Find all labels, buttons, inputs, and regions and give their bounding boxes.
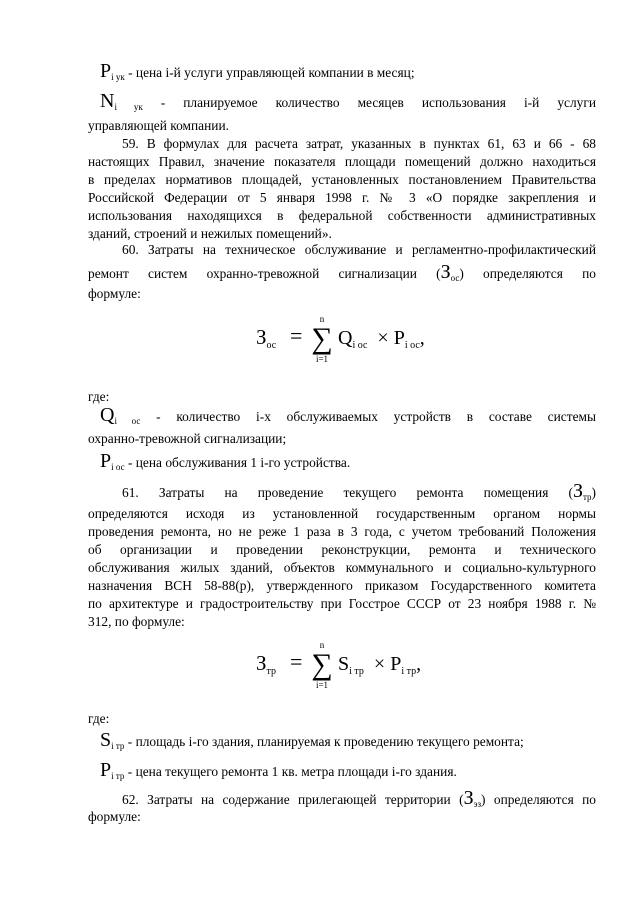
para-61-line: проведения ремонта, но не реже 1 раза в 3 года, с учетом требований Положения	[88, 524, 596, 539]
para-61-line: об организации и проведении реконструкции, ремонта и технического	[88, 542, 596, 557]
formula-equals: =	[290, 649, 303, 674]
para-59-line: зданий, строений и нежилых помещений».	[88, 226, 332, 241]
symbol-subscript: эз	[473, 799, 482, 809]
formula-os	[250, 316, 450, 380]
para-59-line: в пределах нормативов площадей, установленных постановлением Правительства	[88, 172, 596, 187]
symbol-n: N	[100, 90, 115, 112]
sum-sign: ∑	[311, 322, 333, 355]
sigma-icon	[308, 640, 336, 690]
para-60-line: ремонт систем охранно-тревожной сигнализации $(З_{ос})$ определяются по	[88, 261, 596, 283]
para-61-line: назначения ВСН 58-88(р), утвержденного приказом Государственного комитета	[88, 578, 596, 593]
para-59-line: использования находящихся в федеральной собственности административных	[88, 208, 596, 223]
def-p-tr	[100, 761, 608, 785]
para-61-line: определяются исходя из установленной государственным органом нормы	[88, 506, 596, 521]
sum-lower-limit: i=1	[315, 354, 329, 364]
definition-text: - цена текущего ремонта 1 кв. метра площади i-го здания.	[124, 764, 457, 779]
where-label: где:	[88, 711, 110, 726]
formula-equals: =	[290, 323, 303, 348]
symbol-z: З	[440, 261, 451, 283]
def-p-uk	[100, 62, 608, 86]
para-61-line: 312, по формуле:	[88, 614, 185, 629]
definition-text: - планируемое количество месяцев использования i-й услуги	[142, 95, 597, 110]
definition-text: - цена обслуживания 1 i-го устройства.	[124, 455, 351, 470]
sum-lower-limit: i=1	[315, 680, 329, 690]
where-label: где:	[88, 389, 110, 404]
symbol-p: P	[100, 759, 112, 781]
para-59-line: Российской Федерации от 5 января 1998 г. № 3 «О порядке закрепления и	[88, 190, 596, 205]
formula-rhs: $S_{i тр} \times P_{i тр}$,	[338, 653, 422, 677]
def-n-uk-cont: управляющей компании.	[88, 118, 229, 133]
def-q-os	[100, 406, 596, 430]
symbol-subscript: i ук	[111, 72, 125, 82]
symbol-subscript: i тр	[111, 771, 125, 781]
symbol-subscript: тр	[582, 492, 592, 502]
def-s-tr	[100, 731, 608, 755]
symbol-subscript: i ук	[114, 102, 143, 112]
formula-lhs: $З_{тр}$	[256, 651, 277, 677]
para-61-line: 61. Затраты на проведение текущего ремонта помещения $(З_{тр})$	[122, 480, 596, 502]
definition-text: - количество i-х обслуживаемых устройств в составе системы	[140, 409, 596, 424]
formula-tr	[250, 642, 450, 706]
symbol-subscript: i тр	[111, 741, 125, 751]
def-q-os-cont: охранно-тревожной сигнализации;	[88, 431, 287, 446]
para-59-line: 59. В формулах для расчета затрат, указанных в пунктах 61, 63 и 66 - 68	[122, 136, 596, 151]
definition-text: - площадь i-го здания, планируемая к проведению текущего ремонта;	[124, 734, 524, 749]
symbol-p: P	[100, 450, 112, 472]
symbol-subscript: i ос	[111, 462, 125, 472]
para-61-line: по архитектуре и градостроительству при Госстрое СССР от 23 ноября 1988 г. №	[88, 596, 596, 611]
formula-lhs: $З_{ос}$	[256, 325, 277, 351]
para-61-line: обслуживания жилых зданий, объектов коммунального и социально-культурного	[88, 560, 596, 575]
def-p-os	[100, 452, 608, 476]
def-n-uk	[100, 92, 596, 116]
symbol-subscript: i ос	[114, 416, 141, 426]
symbol-s: S	[100, 729, 112, 751]
sigma-icon	[308, 314, 336, 364]
symbol-p: P	[100, 60, 112, 82]
symbol-q: Q	[100, 404, 115, 426]
symbol-z: З	[572, 480, 583, 502]
para-62-line: 62. Затраты на содержание прилегающей территории $(З_{эз})$ определяются по	[122, 787, 596, 809]
formula-rhs: $Q_{i ос} \times P_{i ос}$,	[338, 327, 425, 351]
para-60-line: формуле:	[88, 286, 141, 301]
definition-text: - цена i-й услуги управляющей компании в месяц;	[124, 65, 415, 80]
sum-upper-limit: n	[319, 314, 325, 324]
para-62-line: формуле:	[88, 809, 141, 824]
sum-upper-limit: n	[319, 640, 325, 650]
para-59-line: настоящих Правил, значение показателя площади помещений должно находиться	[88, 154, 596, 169]
para-60-line: 60. Затраты на техническое обслуживание и регламентно-профилактический	[122, 242, 596, 257]
symbol-z: З	[463, 787, 474, 809]
symbol-subscript: ос	[450, 273, 460, 283]
sum-sign: ∑	[311, 648, 333, 681]
